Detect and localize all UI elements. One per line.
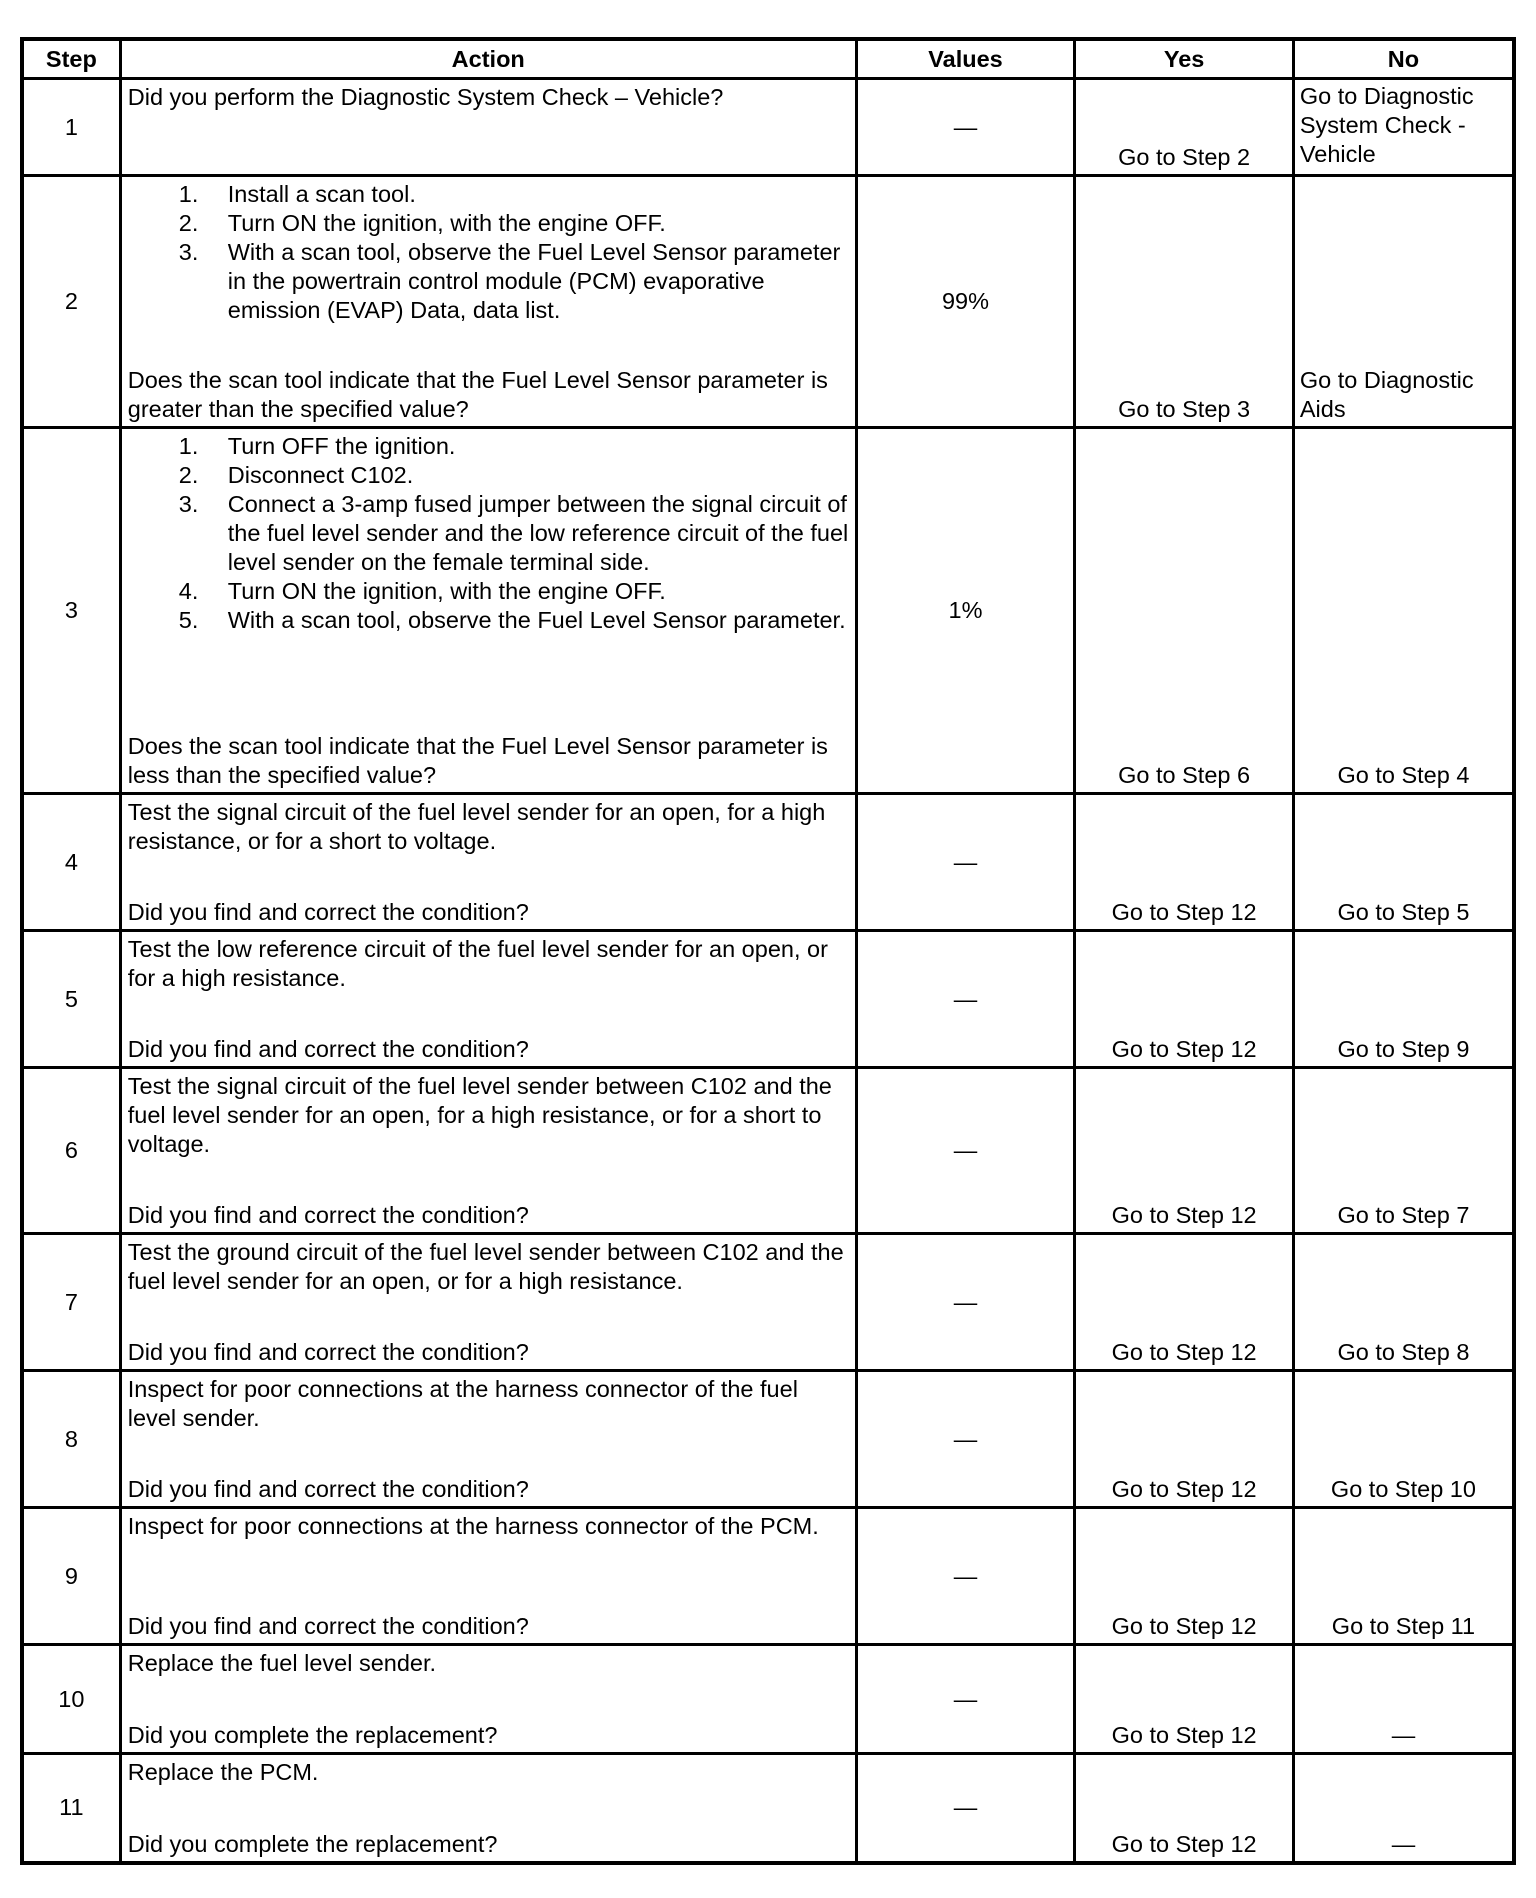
procedure-list (128, 180, 849, 325)
action-question: Did you find and correct the condition? (127, 899, 529, 925)
no-cell: Go to Step 10 (1293, 1371, 1514, 1508)
action-cell (120, 1645, 856, 1754)
action-question: Did you find and correct the condition? (127, 1339, 529, 1365)
action-text: Did you perform the Diagnostic System Check – Vehicle? (127, 84, 724, 110)
action-question: Did you find and correct the condition? (127, 1202, 529, 1228)
step-number: 4 (22, 794, 120, 931)
value-cell: — (856, 794, 1075, 931)
step-number: 3 (22, 428, 120, 794)
action-text: Test the low reference circuit of the fuel level sender for an open, or for a high resistance. (127, 936, 828, 991)
step-number: 1 (22, 79, 120, 176)
diagnostic-table (20, 37, 1516, 1865)
value-cell: 1% (856, 428, 1075, 794)
list-item: 2. Turn ON the ignition, with the engine OFF. (178, 210, 666, 236)
yes-cell: Go to Step 6 (1075, 428, 1294, 794)
yes-cell: Go to Step 3 (1075, 176, 1294, 428)
header-no: No (1293, 39, 1514, 79)
no-cell: Go to Diagnostic System Check - Vehicle (1293, 79, 1514, 176)
action-question: Did you complete the replacement? (127, 1830, 498, 1857)
no-cell: Go to Step 8 (1293, 1234, 1514, 1371)
value-cell: 99% (856, 176, 1075, 428)
action-cell (120, 931, 856, 1068)
value-cell: — (856, 1508, 1075, 1645)
procedure-list (128, 432, 849, 635)
value-cell: — (856, 79, 1075, 176)
list-item: 1. Install a scan tool. (178, 181, 416, 207)
no-cell: Go to Step 7 (1293, 1068, 1514, 1234)
list-item: 3. Connect a 3-amp fused jumper between the signal circuit of the fuel level sender and the low reference circuit of the fuel level sender on the female terminal side. (178, 491, 849, 575)
action-text: Test the signal circuit of the fuel level sender for an open, for a high resistance, or for a short to voltage. (127, 799, 826, 854)
action-cell (120, 1508, 856, 1645)
value-cell: — (856, 1068, 1075, 1234)
list-item: 2. Disconnect C102. (178, 462, 414, 488)
value-cell: — (856, 1754, 1075, 1863)
list-item: 3. With a scan tool, observe the Fuel Level Sensor parameter in the powertrain control module (PCM) evaporative emission (EVAP) Data, data list. (178, 239, 841, 323)
table-row (22, 931, 1514, 1068)
no-cell: Go to Step 9 (1293, 931, 1514, 1068)
yes-cell: Go to Step 12 (1075, 1645, 1294, 1754)
table-row (22, 1754, 1514, 1863)
value-cell: — (856, 1645, 1075, 1754)
table-row (22, 1234, 1514, 1371)
step-number: 6 (22, 1068, 120, 1234)
yes-cell: Go to Step 12 (1075, 1508, 1294, 1645)
yes-cell: Go to Step 12 (1075, 1234, 1294, 1371)
yes-cell: Go to Step 12 (1075, 1754, 1294, 1863)
table-row (22, 79, 1514, 176)
action-text: Inspect for poor connections at the harness connector of the fuel level sender. (127, 1376, 798, 1431)
action-question: Did you complete the replacement? (127, 1722, 498, 1748)
action-cell (120, 1371, 856, 1508)
table-row (22, 1508, 1514, 1645)
no-cell: Go to Step 5 (1293, 794, 1514, 931)
step-number: 11 (22, 1754, 120, 1863)
header-action: Action (120, 39, 856, 79)
action-cell (120, 176, 856, 428)
step-number: 8 (22, 1371, 120, 1508)
no-cell: Go to Step 4 (1293, 428, 1514, 794)
yes-cell: Go to Step 12 (1075, 931, 1294, 1068)
table-row (22, 794, 1514, 931)
table-row (22, 1371, 1514, 1508)
yes-cell: Go to Step 12 (1075, 794, 1294, 931)
action-question: Did you find and correct the condition? (127, 1613, 529, 1639)
action-text: Replace the fuel level sender. (127, 1650, 437, 1676)
action-text: Test the ground circuit of the fuel level sender between C102 and the fuel level sender for an open, or for a high resistance. (127, 1239, 844, 1294)
value-cell: — (856, 1234, 1075, 1371)
value-cell: — (856, 931, 1075, 1068)
action-cell (120, 1234, 856, 1371)
step-number: 9 (22, 1508, 120, 1645)
header-values: Values (856, 39, 1075, 79)
step-number: 7 (22, 1234, 120, 1371)
header-yes: Yes (1075, 39, 1294, 79)
table-row (22, 176, 1514, 428)
action-question: Does the scan tool indicate that the Fuel Level Sensor parameter is greater than the specified value? (127, 367, 828, 422)
table-row (22, 1645, 1514, 1754)
value-cell: — (856, 1371, 1075, 1508)
action-cell (120, 79, 856, 176)
no-cell: — (1293, 1754, 1514, 1863)
step-number: 5 (22, 931, 120, 1068)
list-item: 5. With a scan tool, observe the Fuel Level Sensor parameter. (178, 607, 846, 633)
no-cell: Go to Step 11 (1293, 1508, 1514, 1645)
action-question: Does the scan tool indicate that the Fuel Level Sensor parameter is less than the specified value? (127, 733, 828, 788)
table-row (22, 428, 1514, 794)
action-cell (120, 428, 856, 794)
action-cell (120, 794, 856, 931)
yes-cell: Go to Step 12 (1075, 1371, 1294, 1508)
list-item: 4. Turn ON the ignition, with the engine OFF. (178, 578, 666, 604)
action-text: Test the signal circuit of the fuel level sender between C102 and the fuel level sender for an open, for a high resistance, or for a short to voltage. (127, 1073, 832, 1157)
action-text: Inspect for poor connections at the harness connector of the PCM. (127, 1513, 819, 1539)
action-question: Did you find and correct the condition? (127, 1036, 529, 1062)
step-number: 10 (22, 1645, 120, 1754)
action-cell (120, 1068, 856, 1234)
yes-cell: Go to Step 12 (1075, 1068, 1294, 1234)
yes-cell: Go to Step 2 (1075, 79, 1294, 176)
step-number: 2 (22, 176, 120, 428)
action-cell (120, 1754, 856, 1863)
table-row (22, 1068, 1514, 1234)
action-question: Did you find and correct the condition? (127, 1476, 529, 1502)
header-step: Step (22, 39, 120, 79)
no-cell: Go to Diagnostic Aids (1293, 176, 1514, 428)
header-row (22, 39, 1514, 79)
list-item: 1. Turn OFF the ignition. (178, 433, 456, 459)
action-text: Replace the PCM. (127, 1759, 319, 1785)
no-cell: — (1293, 1645, 1514, 1754)
